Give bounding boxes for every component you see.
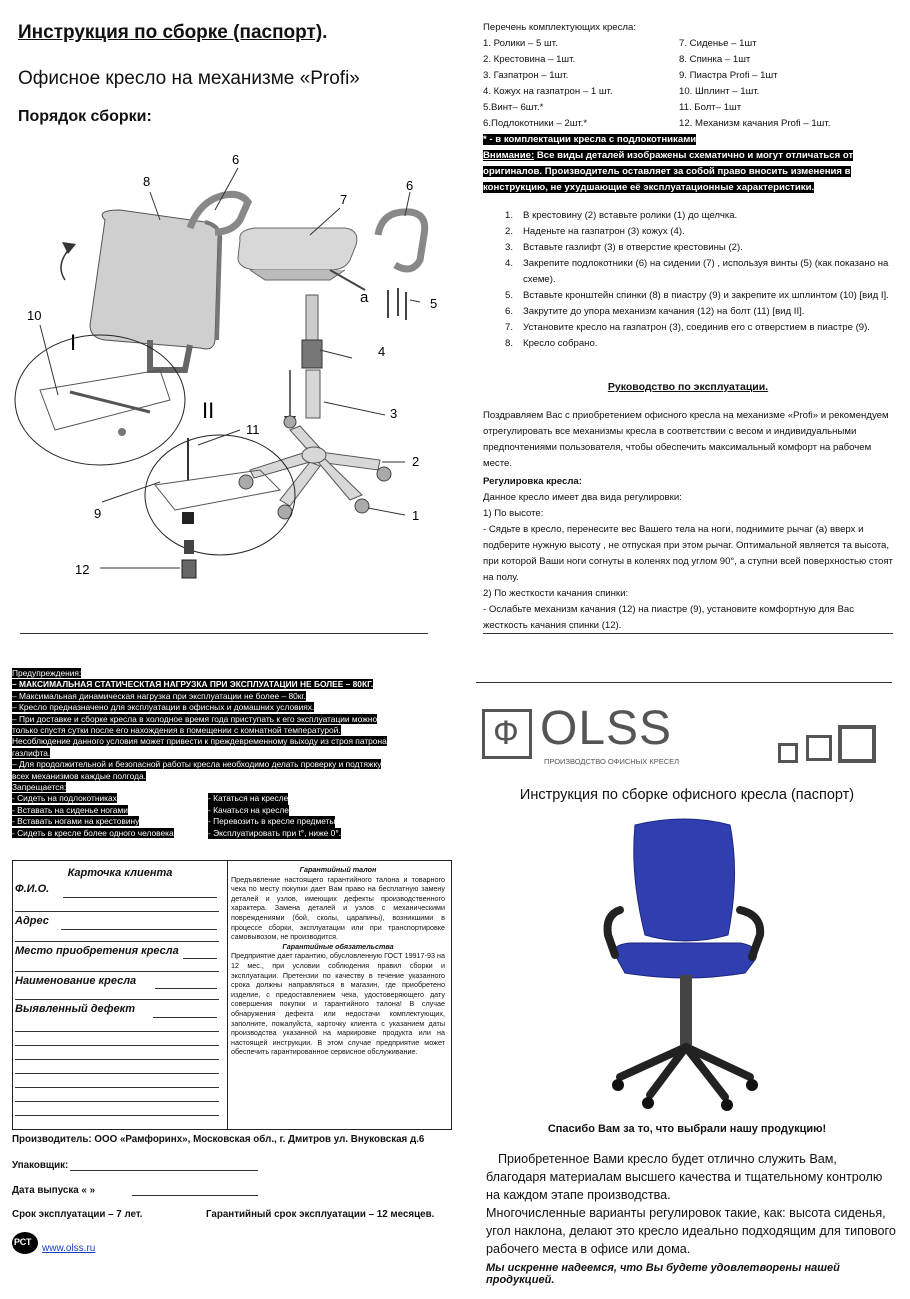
logo-box-icon xyxy=(482,709,532,759)
warning-line: только спустя сутки после его нахождения в помещении с комнатной температурой. xyxy=(12,725,341,736)
warning-line: всех механизмов каждые полгода. xyxy=(12,770,146,781)
base-star-part xyxy=(250,426,380,506)
part-item: 9. Пиастра Profi – 1шт xyxy=(679,70,778,81)
logo-text: OLSS xyxy=(540,702,673,755)
parts-heading: Перечень комплектующих кресла: xyxy=(483,22,637,33)
ban-item: - Перевозить в кресле предметы xyxy=(208,816,336,827)
label-10: 10 xyxy=(27,308,42,323)
warning-line: – Для продолжительной и безопасной работы кресла необходимо делать проверку и подтяжку xyxy=(12,759,382,770)
blank-line[interactable] xyxy=(15,1045,219,1046)
step-number: 7. xyxy=(505,322,514,333)
obligations-title: Гарантийные обязательства xyxy=(282,941,394,951)
chair-seat xyxy=(614,943,757,978)
customer-card-form xyxy=(13,861,228,1129)
attention-text-1: Все виды деталей изображены схематично и могут отличаться от xyxy=(534,150,854,161)
chair-photo xyxy=(590,815,780,1115)
blank-line[interactable] xyxy=(15,1073,219,1074)
label-8: 8 xyxy=(143,174,151,189)
guide-title: Руководство по эксплуатации. xyxy=(607,381,769,393)
label-3: 3 xyxy=(390,406,398,421)
ban-item: - Эксплуатировать при t°, ниже 0°. xyxy=(208,827,342,838)
blank-line[interactable] xyxy=(15,1059,219,1060)
certification-mark-text: РСТ xyxy=(14,1237,32,1247)
step-number: 1. xyxy=(505,210,514,221)
divider-bottom-right xyxy=(476,682,892,683)
certification-mark-icon xyxy=(12,1232,38,1254)
olss-logo xyxy=(482,702,902,775)
title-dot: . xyxy=(322,22,328,43)
label-6b: 6 xyxy=(406,178,414,193)
warning-line: газлифта. xyxy=(12,747,51,758)
step-text: Закрутите до упора механизм качания (12) на болт (11) [вид II]. xyxy=(523,306,805,317)
label-11: 11 xyxy=(246,422,260,437)
label-4: 4 xyxy=(378,344,386,359)
backrest-part xyxy=(90,210,220,370)
blank-line[interactable] xyxy=(15,1031,219,1032)
view-2-circle xyxy=(145,435,295,578)
step-number: 4. xyxy=(505,258,514,269)
obligations-text: Предприятие дает гарантию, обусловленную ГОСТ 19917-93 на 12 мес., при условии соблюдения правил сборки и эксплуатации. Претензии по качеству в течение указанного срока должны направляться в магазин, где приобретено изделие, с предоставлением чека, удостоверяющего дату совершения покупки и гарантийного талона! В случае обнаружения дефекта или недостачи комплектующих, заполните, пожалуйста, карточку клиента с указанием даты производства указанной на маркировке продукта или на настоящей инструкции. В этом случае предприятие может обеспечить гарантированное сервисное обслуживание. xyxy=(231,951,445,1057)
armrest-note: * - в комплектации кресла с подлокотниками xyxy=(483,134,697,145)
packer-line[interactable] xyxy=(70,1170,258,1171)
chair-casters xyxy=(612,1079,758,1111)
warning-line: – Кресло предназначено для эксплуатации в офисных и домашних условиях. xyxy=(12,702,315,713)
guide-paragraph: Данное кресло имеет два вида регулировки: xyxy=(483,492,682,503)
blank-line[interactable] xyxy=(15,911,219,912)
guide-paragraph: 2) По жесткости качания спинки: xyxy=(483,588,629,599)
regulation-heading: Регулировка кресла: xyxy=(483,476,582,487)
page-title xyxy=(18,22,327,44)
step-number: 2. xyxy=(505,226,514,237)
blank-line[interactable] xyxy=(15,999,219,1000)
part-item: 5.Винт– 6шт.* xyxy=(483,102,544,113)
divider-top-left xyxy=(20,633,428,634)
parts-list xyxy=(483,20,893,132)
square-medium-icon xyxy=(806,735,832,761)
blank-line[interactable] xyxy=(15,1087,219,1088)
step-item xyxy=(505,256,900,288)
guide-paragraph: Поздравляем Вас с приобретением офисного кресла на механизме «Profi» и рекомендуем отрегулировать все механизмы кресла в соответствии с весом и индивидуальными предпочтениями пользователя, чтобы обеспечить максимальный комфорт на рабочем месте. xyxy=(483,410,889,469)
label-a: a xyxy=(360,289,369,306)
step-item xyxy=(505,320,900,336)
thanks-line: Спасибо Вам за то, что выбрали нашу продукцию! xyxy=(547,1123,827,1135)
forbidden-title: Запрещается: xyxy=(12,782,67,793)
operation-guide xyxy=(483,408,897,634)
manufacturer: Производитель: ООО «Рамфоринх», Московская обл., г. Дмитров ул. Внуковская д.6 xyxy=(12,1134,425,1145)
part-item: 10. Шплинт – 1шт. xyxy=(679,86,760,97)
step-text: Закрепите подлокотники (6) на сидении (7) , используя винты (5) (как показано на схеме). xyxy=(523,258,889,285)
logo-letter: Ф xyxy=(493,714,519,752)
warnings-block xyxy=(12,668,452,839)
step-text: В крестовину (2) вставьте ролики (1) до щелчка. xyxy=(523,210,738,221)
lever-a xyxy=(330,270,365,290)
chair-back xyxy=(634,819,735,941)
step-text: Наденьте на газпатрон (3) кожух (4). xyxy=(523,226,685,237)
step-text: Кресло собрано. xyxy=(523,338,598,349)
blank-line[interactable] xyxy=(15,941,219,942)
ban-item: - Качаться на кресле xyxy=(208,804,289,815)
step-text: Вставьте газлифт (3) в отверстие крестовины (2). xyxy=(523,242,743,253)
ban-item: - Кататься на кресле xyxy=(208,793,289,804)
seat-part xyxy=(238,228,357,280)
assembly-diagram xyxy=(10,140,450,600)
step-number: 6. xyxy=(505,306,514,317)
warnings-title: Предупреждения: xyxy=(12,668,82,678)
label-7: 7 xyxy=(340,192,348,207)
part-item: 4. Кожух на газпатрон – 1 шт. xyxy=(483,86,613,97)
place-label: Место приобретения кресла xyxy=(15,945,179,957)
step-number: 3. xyxy=(505,242,514,253)
brand-paragraph: Приобретенное Вами кресло будет отлично служить Вам, благодаря материалам высшего качества и тщательному контролю на каждом этапе производства. xyxy=(486,1152,883,1202)
assembly-steps xyxy=(505,208,900,352)
name-line[interactable] xyxy=(155,988,217,989)
screws-part xyxy=(388,288,406,320)
step-item xyxy=(505,208,900,224)
blank-line[interactable] xyxy=(15,971,219,972)
ban-item: - Сидеть на подлокотниках xyxy=(12,793,117,804)
divider-top-right xyxy=(483,633,893,634)
guarantee-title: Гарантийный талон xyxy=(299,865,377,874)
step-item xyxy=(505,336,900,352)
logo-subtitle: ПРОИЗВОДСТВО ОФИСНЫХ КРЕСЕЛ xyxy=(544,757,680,766)
part-item: 3. Газпатрон – 1шт. xyxy=(483,70,569,81)
warning-line: – МАКСИМАЛЬНАЯ СТАТИЧЕСКТАЯ НАГРУЗКА ПРИ ЭКСПЛУАТАЦИИ НЕ БОЛЕЕ – 80КГ. xyxy=(12,679,374,690)
square-large-icon xyxy=(838,725,876,763)
defect-line[interactable] xyxy=(153,1017,217,1018)
ban-item: - Вставать на сиденье ногами xyxy=(12,804,128,815)
brand-body xyxy=(486,1150,896,1258)
step-text: Вставьте кронштейн спинки (8) в пиастру (9) и закрепите их шплинтом (10) [вид I]. xyxy=(523,290,889,301)
step-number: 8. xyxy=(505,338,514,349)
label-roman-2: II xyxy=(202,398,215,423)
step-text: Установите кресло на газпатрон (3), соединив его с отверстием в пиастре (9). xyxy=(523,322,870,333)
guide-paragraph: 1) По высоте: xyxy=(483,508,544,519)
chair-gas-lift xyxy=(680,975,692,1045)
card-title: Карточка клиента xyxy=(67,867,173,879)
gas-lift-part xyxy=(302,295,322,418)
label-2: 2 xyxy=(412,454,420,469)
label-9: 9 xyxy=(94,506,102,521)
guide-paragraph: - Сядьте в кресло, перенесите вес Вашего тела на ноги, поднимите рычаг (а) вверх и подберите нужную высоту , не отпуская при этом рычаг. Оптимальной является та высота, при которой Ваши ноги согнуты в коленях под углом 90°, а ступни всей поверхностью стоят на полу. xyxy=(483,524,893,583)
part-item: 11. Болт– 1шт xyxy=(679,102,742,113)
attention-label: Внимание: xyxy=(483,150,535,161)
place-line[interactable] xyxy=(183,958,217,959)
address-line[interactable] xyxy=(61,929,217,930)
release-date-label: Дата выпуска « » xyxy=(12,1185,96,1196)
attention-note xyxy=(483,132,883,196)
subtitle: Офисное кресло на механизме «Profi» xyxy=(18,68,360,89)
step-item xyxy=(505,304,900,320)
release-date-line[interactable] xyxy=(132,1195,258,1196)
name-label: Наименование кресла xyxy=(15,975,137,987)
armrest-right xyxy=(378,212,425,269)
brand-paragraph: Многочисленные варианты регулировок такие, как: высота сиденья, угол наклона, делают это кресло идеально подходящим для типового рабочего места в офисе или дома. xyxy=(486,1206,896,1256)
brand-final-line: Мы искренне надеемся, что Вы будете удовлетворены нашей продукцией. xyxy=(486,1262,840,1286)
blank-line[interactable] xyxy=(15,1115,219,1116)
part-item: 1. Ролики – 5 шт. xyxy=(483,38,558,49)
tilt-arrow-head xyxy=(62,242,76,254)
part-item: 7. Сиденье – 1шт xyxy=(679,38,757,49)
warranty-period: Гарантийный срок эксплуатации – 12 месяцев. xyxy=(206,1209,435,1220)
website-link[interactable]: www.olss.ru xyxy=(42,1243,96,1254)
warning-line: – При доставке и сборке кресла в холодное время года приступать к его эксплуатации можно xyxy=(12,713,378,724)
fio-label: Ф.И.О. xyxy=(15,883,50,895)
packer-label: Упаковщик: xyxy=(12,1160,69,1171)
ban-item: - Сидеть в кресле более одного человека xyxy=(12,827,174,838)
warning-line: – Максимальная динамическая нагрузка при эксплуатации не более – 80кг. xyxy=(12,690,306,701)
attention-text-2: оригиналов. Производитель оставляет за собой право вносить изменения в xyxy=(483,166,851,177)
brand-title: Инструкция по сборке офисного кресла (паспорт) xyxy=(519,787,855,803)
part-item: 6.Подлокотники – 2шт.* xyxy=(483,118,588,129)
label-5: 5 xyxy=(430,296,438,311)
blank-line[interactable] xyxy=(15,1101,219,1102)
guarantee-text: Предъявление настоящего гарантийного талона и товарного чека по месту покупки дает Вам право на бесплатную замену деталей и узлов, имеющих дефекты производственного характера. Замена деталей и узлов с механическими повреждениями (бой, сколы, царапины), возникшими в процессе сборки, эксплуатации или при транспортировке самовывозом, не производится. xyxy=(231,874,445,942)
step-number: 5. xyxy=(505,290,514,301)
label-1: 1 xyxy=(412,508,420,523)
service-life: Срок эксплуатации – 7 лет. xyxy=(12,1209,143,1220)
part-item: 12. Механизм качания Profi – 1шт. xyxy=(679,118,831,129)
view-1-circle xyxy=(15,335,185,465)
label-roman-1: I xyxy=(70,330,77,355)
ban-item: - Вставать ногами на крестовину xyxy=(12,816,140,827)
chair-base xyxy=(620,1047,750,1097)
defect-label: Выявленный дефект xyxy=(15,1003,135,1015)
part-item: 8. Спинка – 1шт xyxy=(679,54,751,65)
warranty-coupon xyxy=(231,865,445,1057)
square-small-icon xyxy=(778,743,798,763)
assembly-order-heading: Порядок сборки: xyxy=(18,108,152,125)
label-12: 12 xyxy=(75,562,90,577)
step-item xyxy=(505,240,900,256)
customer-card xyxy=(12,860,452,1130)
attention-text-3: конструкцию, не ухудшающие её эксплуатационные характеристики. xyxy=(483,182,815,193)
chair-back-shape xyxy=(634,819,735,941)
title-text: Инструкция по сборке (паспорт) xyxy=(18,22,323,43)
guide-paragraph: - Ослабьте механизм качания (12) на пиастре (9), установите комфортную для Вас жесткость качания спинки (12). xyxy=(483,604,855,631)
part-item: 2. Крестовина – 1шт. xyxy=(483,54,576,65)
step-item xyxy=(505,288,900,304)
address-label: Адрес xyxy=(15,915,49,927)
warning-line: Несоблюдение данного условия может привести к преждевременному выходу из строя патрона xyxy=(12,736,387,747)
fio-line[interactable] xyxy=(63,897,217,898)
label-6a: 6 xyxy=(232,152,240,167)
step-item xyxy=(505,224,900,240)
